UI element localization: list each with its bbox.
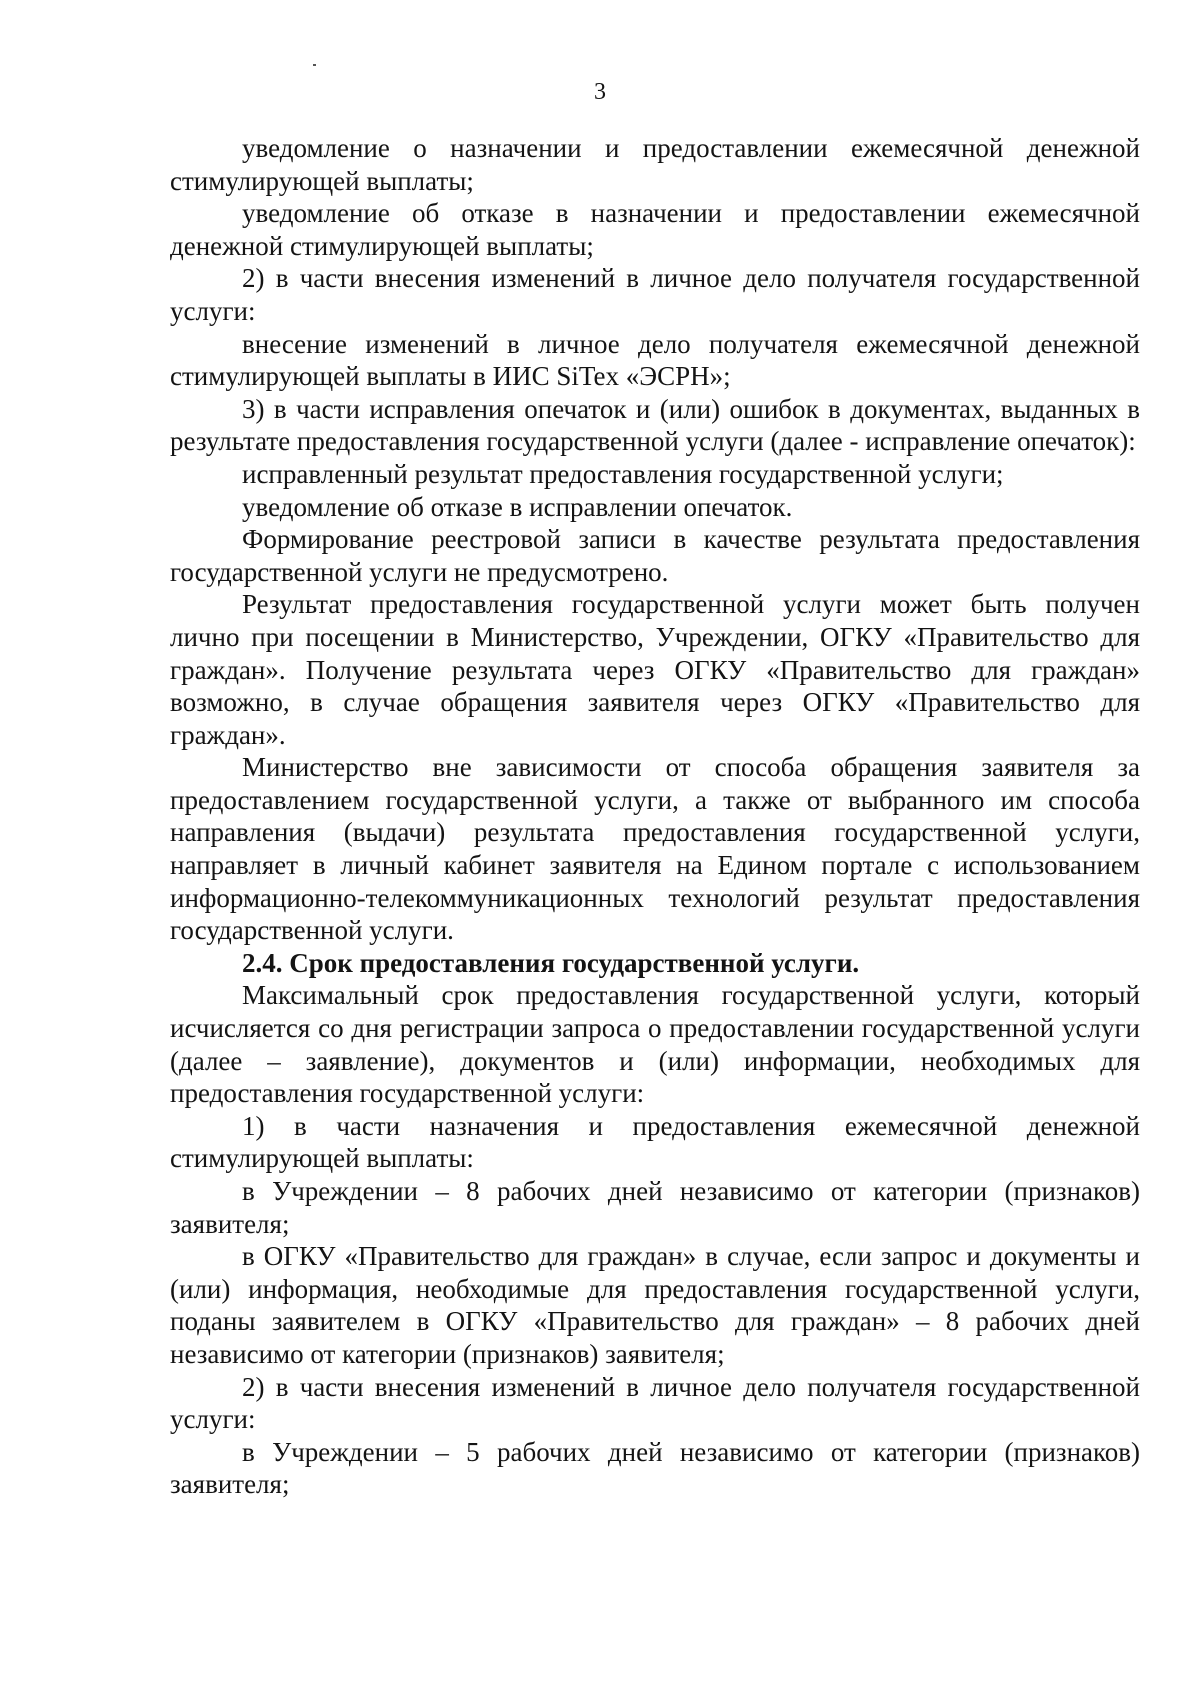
section-heading-2-4: 2.4. Срок предоставления государственной услуги.	[242, 947, 860, 978]
paragraph-term-item-2: 2) в части внесения изменений в личное дело получателя государственной услуги:	[170, 1371, 1140, 1435]
paragraph-notice-refusal: уведомление об отказе в назначении и предоставлении ежемесячной денежной стимулирующей выплаты;	[170, 198, 1140, 261]
paragraph-term-institution-8-days: в Учреждении – 8 рабочих дней независимо от категории (признаков) заявителя;	[170, 1176, 1140, 1239]
scan-speck	[313, 64, 316, 66]
paragraph-ministry-cabinet: Министерство вне зависимости от способа обращения заявителя за предоставлением государственной услуги, а также от выбранного им способа направления (выдачи) результата предоставления государственной услуги, направляет в личный кабинет заявителя на Едином портале с использованием информационно-телекоммуникационных технологий результат предоставления государственной услуги.	[170, 752, 1140, 946]
paragraph-changes-personal-file: внесение изменений в личное дело получателя ежемесячной денежной стимулирующей выплаты в ИИС SiTex «ЭСРН»;	[170, 328, 1140, 392]
document-body	[170, 132, 1140, 1501]
paragraph-term-institution-5-days: в Учреждении – 5 рабочих дней независимо от категории (признаков) заявителя;	[170, 1436, 1140, 1500]
paragraph-term-ogku-8-days: в ОГКУ «Правительство для граждан» в случае, если запрос и документы и (или) информация, необходимые для предоставления государственной услуги, поданы заявителем в ОГКУ «Правительство для граждан» – 8 рабочих дней независимо от категории (признаков) заявителя;	[170, 1241, 1140, 1369]
page-number: 3	[594, 79, 606, 105]
paragraph-max-term: Максимальный срок предоставления государственной услуги, который исчисляется со дня регистрации запроса о предоставлении государственной услуги (далее – заявление), документов и (или) информации, необходимых для предоставления государственной услуги:	[170, 980, 1140, 1109]
paragraph-result-receipt: Результат предоставления государственной услуги может быть получен лично при посещении в Министерство, Учреждении, ОГКУ «Правительство для граждан». Получение результата через ОГКУ «Правительство для граждан» возможно, в случае обращения заявителя через ОГКУ «Правительство для граждан».	[170, 589, 1140, 750]
paragraph-corrected-result: исправленный результат предоставления государственной услуги;	[242, 458, 1004, 489]
paragraph-notice-assignment: уведомление о назначении и предоставлении ежемесячной денежной стимулирующей выплаты;	[170, 133, 1140, 196]
paragraph-term-item-1: 1) в части назначения и предоставления ежемесячной денежной стимулирующей выплаты:	[170, 1110, 1140, 1174]
paragraph-item-2-changes: 2) в части внесения изменений в личное дело получателя государственной услуги:	[170, 263, 1140, 326]
paragraph-registry-record: Формирование реестровой записи в качестве результата предоставления государственной услуги не предусмотрено.	[170, 524, 1140, 587]
paragraph-correction-refusal: уведомление об отказе в исправлении опечаток.	[242, 491, 793, 522]
paragraph-item-3-corrections: 3) в части исправления опечаток и (или) ошибок в документах, выданных в результате предоставления государственной услуги (далее - исправление опечаток):	[170, 393, 1140, 457]
